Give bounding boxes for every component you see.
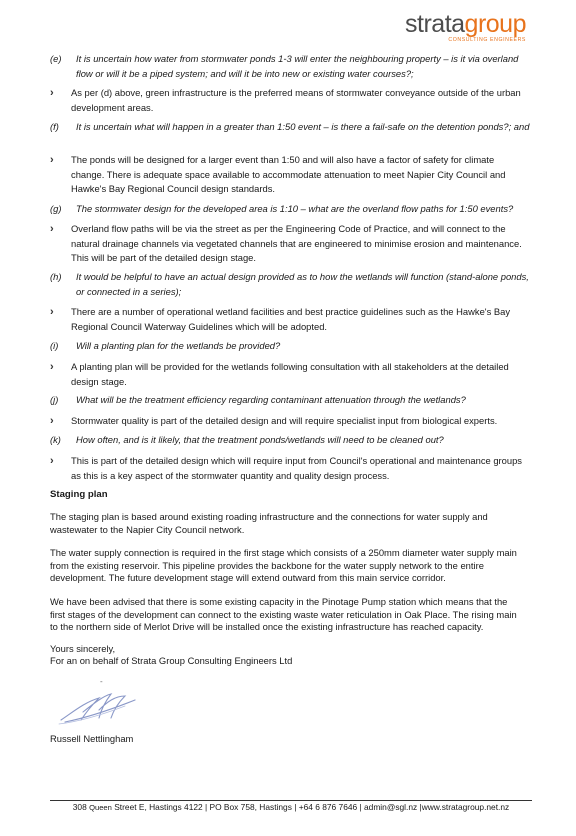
answer-text: A planting plan will be provided for the wetlands following consultation with all stakeholders at the detailed design stage. — [71, 361, 509, 387]
question-k — [50, 433, 530, 448]
answer-text: Overland flow paths will be via the street as per the Engineering Code of Practice, and will connect to the natural drainage channels via vegetated channels that are engineered to minimise erosion and maintenance. This will be part of the detailed design stage. — [71, 223, 522, 263]
question-j — [50, 393, 530, 408]
footer-address-number: 308 — [72, 802, 90, 812]
footer-contact-details: Street E, Hastings 4122 | PO Box 758, Hastings | +64 6 876 7646 | admin@sgl.nz |www.stratagroup.net.nz — [111, 802, 510, 812]
item-marker: (f) — [50, 121, 59, 132]
chevron-bullet-icon: › — [50, 87, 54, 99]
item-marker: (h) — [50, 271, 62, 282]
logo-group-text: group — [464, 10, 526, 38]
chevron-bullet-icon: › — [50, 455, 54, 467]
question-i — [50, 339, 530, 354]
question-text: The stormwater design for the developed area is 1:10 – what are the overland flow paths for 1:50 events? — [76, 203, 514, 214]
question-text: It would be helpful to have an actual design provided as to how the wetlands will function (stand-alone ponds, or connected in a series); — [76, 271, 529, 297]
chevron-bullet-icon: › — [50, 306, 54, 318]
chevron-bullet-icon: › — [50, 415, 54, 427]
chevron-bullet-icon: › — [50, 154, 54, 166]
staging-paragraph-3: We have been advised that there is some existing capacity in the Pinotage Pump station which means that the first stages of the development can connect to the existing waste water reticulation in Oak Place. The rising main to the northern side of Merlot Drive will be installed once the existing infrastructure has reached capacity. — [50, 596, 517, 633]
staging-plan-heading: Staging plan — [50, 489, 108, 500]
logo-subtitle: CONSULTING ENGINEERS — [448, 37, 526, 43]
item-marker: (e) — [50, 53, 62, 64]
item-marker: (i) — [50, 340, 59, 351]
question-text: How often, and is it likely, that the treatment ponds/wetlands will need to be cleaned out? — [76, 434, 444, 445]
footer-contact-line — [50, 802, 532, 812]
handwritten-signature — [55, 690, 139, 731]
company-logo — [405, 12, 526, 43]
item-marker: (j) — [50, 394, 59, 405]
chevron-bullet-icon: › — [50, 361, 54, 373]
answer-j — [50, 414, 530, 429]
staging-paragraph-1: The staging plan is based around existing roading infrastructure and the connections for water supply and wastewater to the Napier City Council network. — [50, 511, 488, 535]
answer-text: There are a number of operational wetland facilities and best practice guidelines such as the Hawke's Bay Regional Council Waterway Guidelines which will be adopted. — [71, 306, 511, 332]
answer-k — [50, 454, 530, 483]
footer-street-name: Queen — [89, 803, 112, 812]
question-text: What will be the treatment efficiency regarding contaminant attenuation through the wetlands? — [76, 394, 466, 405]
footer-divider — [50, 800, 532, 801]
answer-f — [50, 153, 530, 197]
sign-off: Yours sincerely, — [50, 643, 116, 654]
staging-paragraph-2: The water supply connection is required in the first stage which consists of a 250mm diameter water supply main from the existing reservoir. This pipeline provides the backbone for the water supply network to the entire development. The future development stage will extend outward from this main service corridor. — [50, 547, 517, 584]
question-text: Will a planting plan for the wetlands be provided? — [76, 340, 281, 351]
on-behalf-line: For an on behalf of Strata Group Consulting Engineers Ltd — [50, 655, 293, 666]
answer-e — [50, 86, 530, 115]
logo-strata-text: strata — [405, 10, 465, 38]
signature-mark: - — [100, 677, 103, 686]
answer-text: Stormwater quality is part of the detailed design and will require specialist input from biological experts. — [71, 415, 498, 426]
signer-name: Russell Nettlingham — [50, 733, 134, 744]
question-text: It is uncertain how water from stormwater ponds 1-3 will enter the neighbouring property – is it via overland flow or will it be a piped system; and will it be into new or existing water courses?; — [76, 53, 519, 79]
question-e — [50, 52, 530, 81]
question-g — [50, 202, 530, 217]
answer-text: This is part of the detailed design which will require input from Council's operational and maintenance groups as this is a key aspect of the stormwater quantity and quality design process. — [71, 455, 522, 481]
answer-text: The ponds will be designed for a larger event than 1:50 and will also have a factor of safety for climate change. There is adequate space available to accommodate attenuation to meet Napier City Council and Hawke's Bay Regional Council design standards. — [71, 154, 506, 194]
answer-h — [50, 305, 530, 334]
answer-g — [50, 222, 530, 266]
question-h — [50, 270, 530, 299]
question-text: It is uncertain what will happen in a greater than 1:50 event – is there a fail-safe on the detention ponds?; and — [76, 121, 530, 132]
question-f — [50, 120, 530, 135]
chevron-bullet-icon: › — [50, 223, 54, 235]
answer-text: As per (d) above, green infrastructure is the preferred means of stormwater conveyance outside of the urban development areas. — [71, 87, 521, 113]
answer-i — [50, 360, 530, 389]
item-marker: (g) — [50, 203, 62, 214]
item-marker: (k) — [50, 434, 61, 445]
